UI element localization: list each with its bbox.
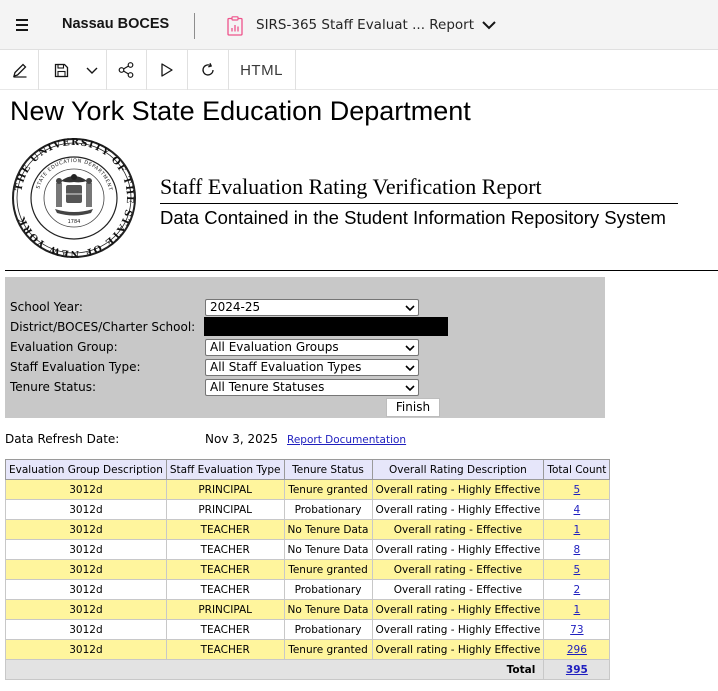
table-cell: PRINCIPAL	[166, 500, 284, 520]
table-cell: PRINCIPAL	[166, 600, 284, 620]
table-cell: Probationary	[284, 580, 372, 600]
count-cell	[544, 480, 610, 500]
chevron-down-icon	[86, 64, 98, 76]
output-format-button[interactable]	[228, 50, 295, 90]
chevron-down-icon	[405, 384, 415, 392]
seal-inner-text: STATE EDUCATION DEPARTMENT	[35, 157, 114, 192]
app-bar	[0, 0, 718, 50]
total-label: Total	[6, 660, 544, 680]
count-cell	[544, 500, 610, 520]
refresh-date-value: Nov 3, 2025	[205, 432, 279, 446]
table-cell: Overall rating - Highly Effective	[372, 620, 544, 640]
chevron-down-icon	[405, 344, 415, 352]
column-header[interactable]: Staff Evaluation Type	[166, 460, 284, 480]
table-row	[6, 620, 610, 640]
count-cell	[544, 600, 610, 620]
results-table	[5, 459, 610, 680]
table-cell: Overall rating - Highly Effective	[372, 500, 544, 520]
tenure-status-select[interactable]	[205, 379, 419, 396]
tenure-status-label: Tenure Status:	[10, 380, 97, 394]
share-icon	[118, 62, 134, 78]
table-cell: Overall rating - Highly Effective	[372, 480, 544, 500]
menu-icon[interactable]	[10, 16, 34, 34]
header-divider	[5, 270, 718, 271]
table-row	[6, 640, 610, 660]
evaluation-group-label: Evaluation Group:	[10, 340, 118, 354]
table-total-row	[6, 660, 610, 680]
save-options-button[interactable]	[80, 50, 104, 90]
refresh-date-label: Data Refresh Date:	[5, 432, 120, 446]
share-button[interactable]	[106, 50, 146, 90]
table-row	[6, 600, 610, 620]
chevron-down-icon[interactable]	[480, 16, 498, 34]
table-cell: Overall rating - Highly Effective	[372, 600, 544, 620]
table-row	[6, 580, 610, 600]
table-cell: TEACHER	[166, 560, 284, 580]
count-link[interactable]: 73	[570, 623, 584, 636]
school-year-select[interactable]	[205, 299, 419, 316]
divider	[295, 50, 296, 90]
count-link[interactable]: 5	[573, 483, 581, 496]
table-cell: Probationary	[284, 500, 372, 520]
tenure-status-value: All Tenure Statuses	[210, 380, 325, 394]
table-cell: No Tenure Data	[284, 520, 372, 540]
table-row	[6, 540, 610, 560]
table-cell: TEACHER	[166, 640, 284, 660]
report-tab-title[interactable]: SIRS-365 Staff Evaluat ... Report	[256, 17, 475, 33]
table-cell: Overall rating - Highly Effective	[372, 640, 544, 660]
table-cell: PRINCIPAL	[166, 480, 284, 500]
table-header-row	[6, 460, 610, 480]
table-cell: Overall rating - Effective	[372, 520, 544, 540]
save-button[interactable]	[44, 50, 78, 90]
table-row	[6, 500, 610, 520]
table-cell: No Tenure Data	[284, 540, 372, 560]
evaluation-group-select[interactable]	[205, 339, 419, 356]
school-year-label: School Year:	[10, 300, 83, 314]
table-cell: 3012d	[6, 520, 167, 540]
divider	[38, 50, 39, 90]
report-icon	[227, 16, 243, 36]
count-cell	[544, 620, 610, 640]
refresh-button[interactable]	[187, 50, 228, 90]
table-row	[6, 480, 610, 500]
report-documentation-link[interactable]: Report Documentation	[287, 434, 407, 446]
evaluation-group-value: All Evaluation Groups	[210, 340, 339, 354]
toolbar	[0, 50, 718, 90]
table-cell: 3012d	[6, 540, 167, 560]
table-cell: Tenure granted	[284, 480, 372, 500]
count-cell	[544, 640, 610, 660]
table-cell: 3012d	[6, 600, 167, 620]
count-cell	[544, 580, 610, 600]
table-cell: No Tenure Data	[284, 600, 372, 620]
column-header[interactable]: Tenure Status	[284, 460, 372, 480]
total-count-cell	[544, 660, 610, 680]
count-link[interactable]: 4	[573, 503, 581, 516]
table-row	[6, 560, 610, 580]
staff-evaluation-type-value: All Staff Evaluation Types	[210, 360, 362, 374]
count-link[interactable]: 2	[573, 583, 581, 596]
department-heading: New York State Education Department	[10, 96, 471, 126]
run-icon	[160, 63, 174, 77]
chevron-down-icon	[405, 364, 415, 372]
count-link[interactable]: 1	[573, 523, 581, 536]
district-field-redacted[interactable]	[204, 317, 448, 336]
table-cell: TEACHER	[166, 520, 284, 540]
school-year-value: 2024-25	[210, 300, 261, 314]
table-cell: Overall rating - Highly Effective	[372, 540, 544, 560]
table-cell: 3012d	[6, 560, 167, 580]
finish-button[interactable]: Finish	[386, 398, 440, 417]
report-title: Staff Evaluation Rating Verification Report	[160, 174, 542, 199]
table-cell: 3012d	[6, 640, 167, 660]
table-cell: Probationary	[284, 620, 372, 640]
table-cell: 3012d	[6, 620, 167, 640]
edit-icon	[12, 62, 28, 78]
prompt-panel	[5, 277, 605, 418]
state-seal-icon	[11, 137, 137, 259]
save-icon	[54, 63, 69, 78]
column-header[interactable]: Total Count	[544, 460, 610, 480]
count-cell	[544, 560, 610, 580]
output-format-label: HTML	[240, 61, 283, 79]
count-link[interactable]: 296	[566, 643, 587, 656]
table-cell: 3012d	[6, 500, 167, 520]
chevron-down-icon	[405, 304, 415, 312]
district-label: District/BOCES/Charter School:	[10, 320, 196, 334]
table-cell: TEACHER	[166, 540, 284, 560]
table-cell: 3012d	[6, 580, 167, 600]
refresh-icon	[200, 62, 216, 78]
table-cell: Tenure granted	[284, 560, 372, 580]
count-link[interactable]: 8	[573, 543, 581, 556]
seal-year: 1784	[67, 219, 81, 225]
run-button[interactable]	[146, 50, 187, 90]
count-cell	[544, 520, 610, 540]
count-cell	[544, 540, 610, 560]
table-cell: 3012d	[6, 480, 167, 500]
staff-evaluation-type-label: Staff Evaluation Type:	[10, 360, 141, 374]
edit-button[interactable]	[2, 50, 38, 90]
report-subtitle: Data Contained in the Student Information Repository System	[160, 207, 666, 228]
table-cell: TEACHER	[166, 580, 284, 600]
title-divider	[160, 203, 678, 204]
column-header[interactable]: Overall Rating Description	[372, 460, 544, 480]
table-cell: Overall rating - Effective	[372, 580, 544, 600]
table-cell: TEACHER	[166, 620, 284, 640]
column-header[interactable]: Evaluation Group Description	[6, 460, 167, 480]
count-link[interactable]: 1	[573, 603, 581, 616]
seal-outer-text: THE UNIVERSITY OF THE STATE OF NEW YORK	[13, 137, 136, 259]
organization-name[interactable]: Nassau BOCES	[62, 16, 170, 32]
table-row	[6, 520, 610, 540]
staff-evaluation-type-select[interactable]	[205, 359, 419, 376]
count-link[interactable]: 5	[573, 563, 581, 576]
table-cell: Tenure granted	[284, 640, 372, 660]
total-count-link[interactable]: 395	[565, 663, 588, 676]
table-cell: Overall rating - Effective	[372, 560, 544, 580]
divider	[194, 13, 195, 39]
